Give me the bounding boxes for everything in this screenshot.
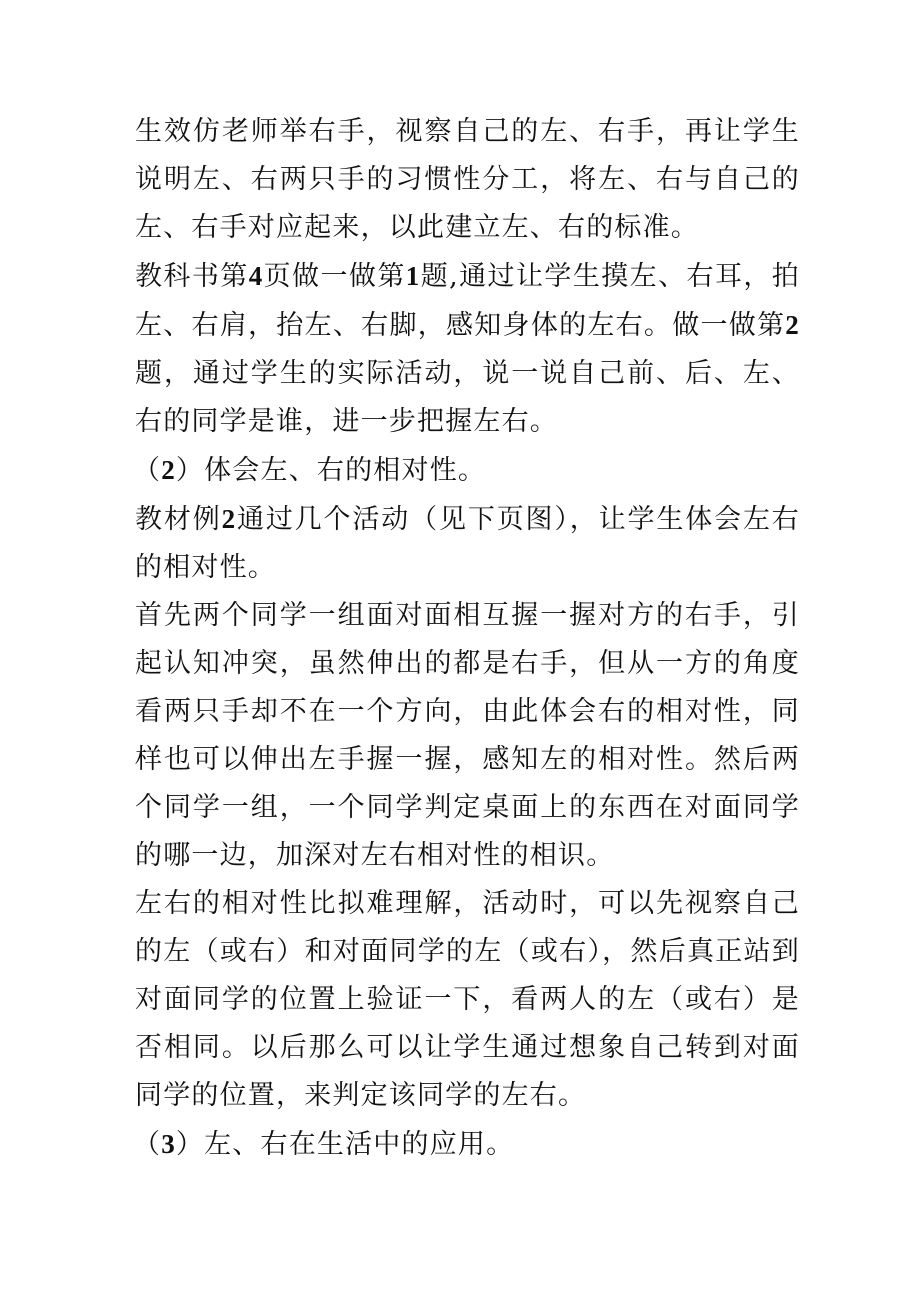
- paragraph-relativity-difficulty: 左右的相对性比拟难理解，活动时，可以先视察自己的左（或右）和对面同学的左（或右），然后真正站到对面同学的位置上验证一下，看两人的左（或右）是否相同。以后那么可以让学生通过想象自己转到对面同学的位置，来判定该同学的左右。: [135, 888, 800, 1111]
- paragraph-imitate-teacher: 生效仿老师举右手，视察自己的左、右手，再让学生说明左、右两只手的习惯性分工，将左、右与自己的左、右手对应起来，以此建立左、右的标准。: [135, 116, 800, 243]
- document-body: [135, 108, 800, 1169]
- section-heading-relativity: （2）体会左、右的相对性。: [133, 455, 487, 486]
- number-text: 3: [161, 1129, 176, 1159]
- paragraph-textbook-page4: 教科书第4页做一做第1题,通过让学生摸左、右耳，拍左、右肩，抬左、右脚，感知身体的左右。做一做第2题，通过学生的实际活动，说一说自己前、后、左、右的同学是谁，进一步把握左右。: [135, 261, 800, 437]
- section-heading-application: （3）左、右在生活中的应用。: [133, 1129, 515, 1160]
- number-text: 4: [248, 261, 264, 291]
- number-text: 1: [405, 261, 421, 291]
- paragraph-handshake-activity: 首先两个同学一组面对面相互握一握对方的右手，引起认知冲突，虽然伸出的都是右手，但从一方的角度看两只手却不在一个方向，由此体会右的相对性，同样也可以伸出左手握一握，感知左的相对性。然后两个同学一组，一个同学判定桌面上的东西在对面同学的哪一边，加深对左右相对性的相识。: [135, 600, 800, 871]
- number-text: 2: [785, 310, 800, 340]
- number-text: 2: [221, 504, 237, 534]
- number-text: 2: [161, 455, 176, 485]
- paragraph-example2: 教材例2通过几个活动（见下页图），让学生体会左右的相对性。: [135, 504, 801, 583]
